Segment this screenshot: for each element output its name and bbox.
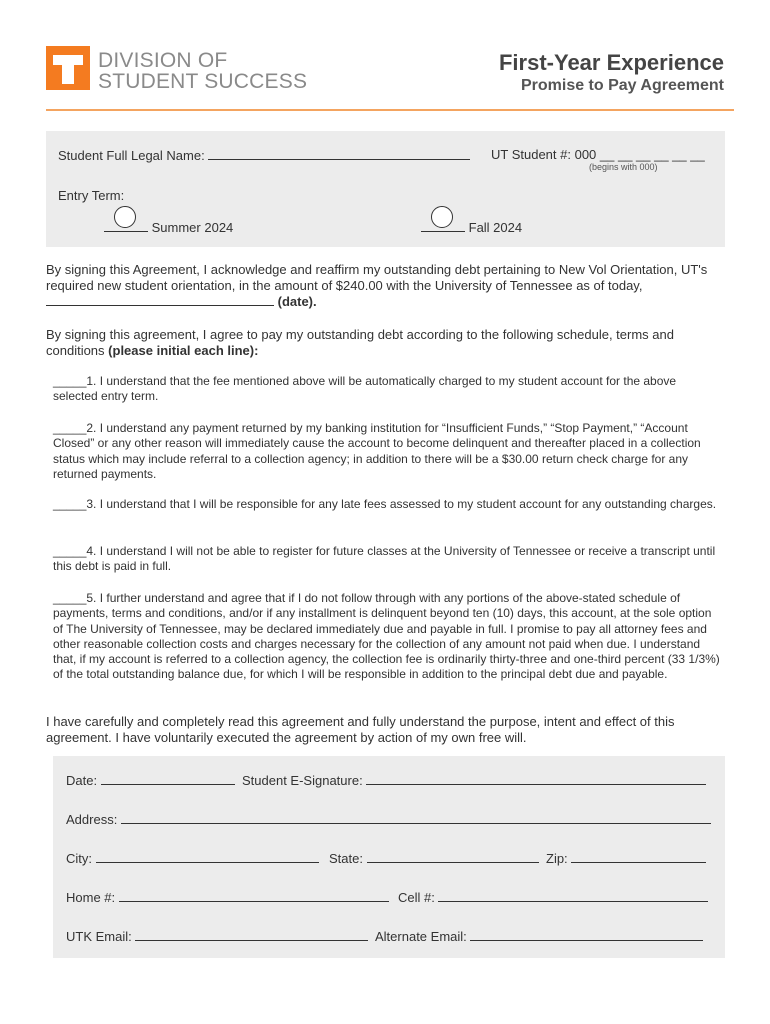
- city-field[interactable]: City:: [66, 850, 319, 866]
- header-divider: [46, 109, 734, 111]
- entry-term-label: Entry Term:: [58, 188, 125, 203]
- address-field[interactable]: Address:: [66, 811, 711, 827]
- legal-name-field[interactable]: Student Full Legal Name:: [58, 147, 470, 163]
- term-item-1: _____1. I understand that the fee mentioned above will be automatically charged to my student account for the above selected entry term.: [53, 374, 677, 404]
- ut-logo: [46, 46, 90, 90]
- power-t-icon: [46, 46, 90, 90]
- student-id-hint: (begins with 000): [589, 162, 658, 172]
- e-signature-field[interactable]: Student E-Signature:: [242, 772, 706, 788]
- cell-phone-field[interactable]: Cell #:: [398, 889, 708, 905]
- summer-radio-button[interactable]: [114, 206, 136, 228]
- closing-paragraph: I have carefully and completely read this agreement and fully understand the purpose, intent and effect of this agreement. I have voluntarily executed the agreement by action of my own free will.: [46, 714, 675, 745]
- date-blank[interactable]: [46, 293, 274, 306]
- fall-radio-button[interactable]: [431, 206, 453, 228]
- term-item-4: _____4. I understand I will not be able to register for future classes at the University of Tennessee or receive a transcript until this debt is paid in full.: [53, 544, 716, 574]
- term-item-2: _____2. I understand any payment returned by my banking institution for “Insufficient Funds,” “Stop Payment,” “Account Closed” or any other reason will immediately cause the account to become delinquent and thereafter placed in a collection status which may include referral to a collection agency; in addition to there will be a $30.00 return check charge for any returned payments.: [53, 421, 701, 481]
- student-id-field[interactable]: UT Student #: 000 __ __ __ __ __ __: [491, 147, 705, 162]
- document-title: First-Year Experience: [498, 50, 724, 75]
- term-option-fall[interactable]: Fall 2024: [421, 219, 522, 235]
- term-item-3: _____3. I understand that I will be responsible for any late fees assessed to my student account for any outstanding charges.: [53, 497, 717, 511]
- term-item-5: _____5. I further understand and agree that if I do not follow through with any portions of the above-stated schedule of payments, terms and conditions, and/or if any installment is delinquent beyond ten (10) days, this account, at the sole option of The University of Tennessee, may be declared immediately due and payable in full. I promise to pay all attorney fees and other reasonable collection costs and charges necessary for the collection of any amount not paid when due. I understand that, if my account is referred to a collection agency, the collection fee is ordinarily thirty-three and one-third percent (33 1/3%) of the total outstanding balance due, for which I will be responsible in addition to the principal debt due and payable.: [53, 591, 720, 682]
- alternate-email-field[interactable]: Alternate Email:: [375, 928, 703, 944]
- date-field[interactable]: Date:: [66, 772, 235, 788]
- department-name: DIVISION OF STUDENT SUCCESS: [98, 49, 308, 93]
- document-subtitle: Promise to Pay Agreement: [520, 77, 724, 94]
- agreement-paragraph: By signing this agreement, I agree to pay my outstanding debt according to the following schedule, terms and conditions (please initial each line):: [46, 327, 674, 358]
- state-field[interactable]: State:: [329, 850, 539, 866]
- zip-field[interactable]: Zip:: [546, 850, 706, 866]
- utk-email-field[interactable]: UTK Email:: [66, 928, 368, 944]
- term-option-summer[interactable]: Summer 2024: [104, 219, 233, 235]
- home-phone-field[interactable]: Home #:: [66, 889, 389, 905]
- acknowledgement-paragraph: By signing this Agreement, I acknowledge and reaffirm my outstanding debt pertaining to New Vol Orientation, UT's required new student orientation, in the amount of $240.00 with the University of Tennessee as of today, (date).: [46, 262, 708, 309]
